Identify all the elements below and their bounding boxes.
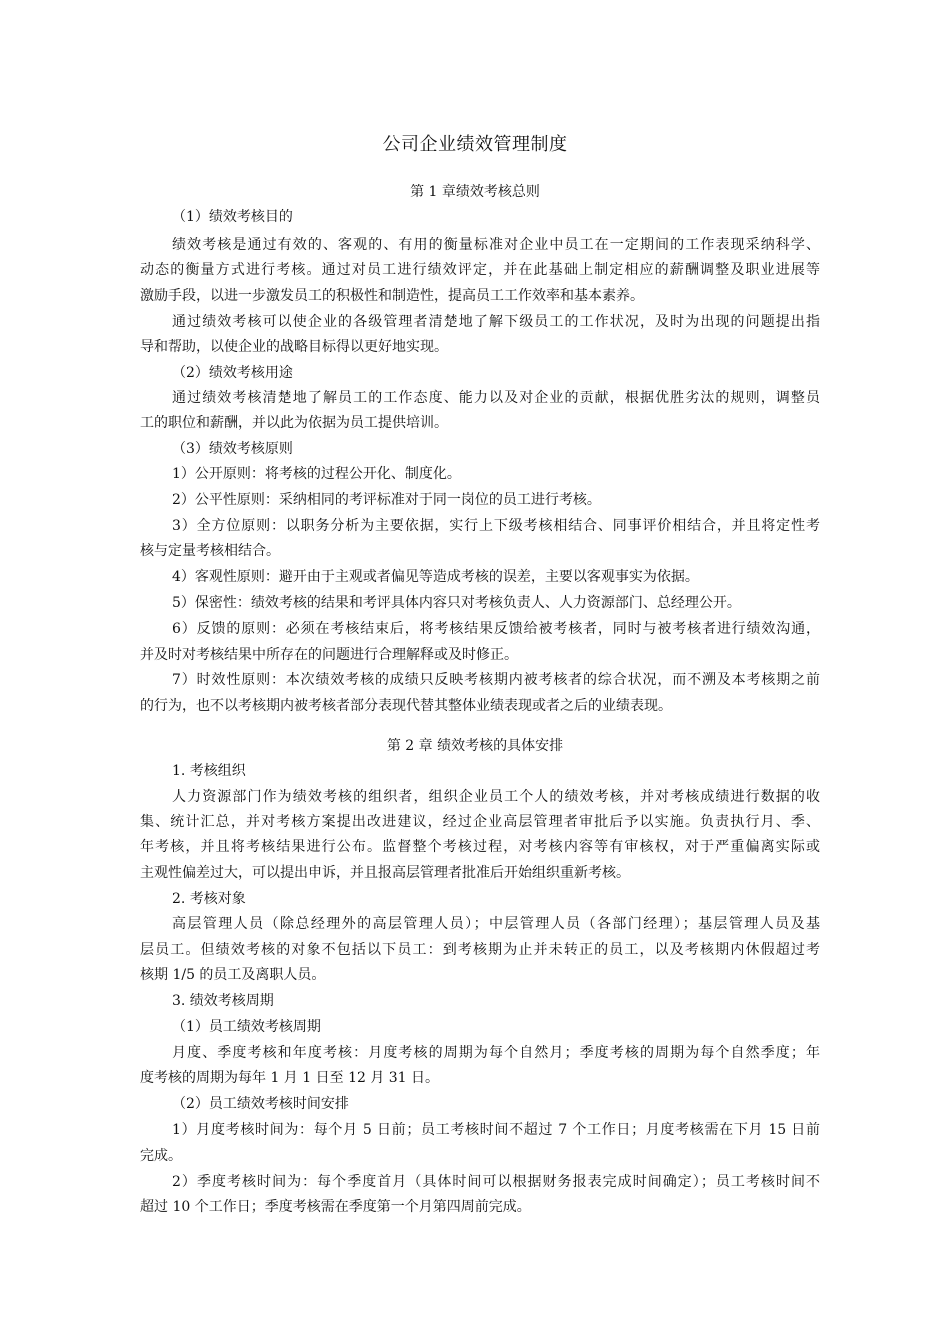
paragraph-line: 层员工。但绩效考核的对象不包括以下员工：到考核期为止并未转正的员工，以及考核期内休假超过考 bbox=[140, 942, 820, 958]
paragraph-line: 集、统计汇总，并对考核方案提出改进建议，经过企业高层管理者审批后予以实施。负责执行月、季、 bbox=[140, 814, 820, 830]
paragraph-line: 导和帮助，以使企业的战略目标得以更好地实现。 bbox=[140, 339, 448, 355]
principle-item: 1）公开原则：将考核的过程公开化、制度化。 bbox=[172, 466, 461, 482]
paragraph-line: 度考核的周期为每年 1 月 1 日至 12 月 31 日。 bbox=[140, 1070, 440, 1086]
paragraph-line: 动态的衡量方式进行考核。通过对员工进行绩效评定，并在此基础上制定相应的薪酬调整及职业进展等 bbox=[140, 262, 820, 278]
principle-item: 6）反馈的原则：必须在考核结束后，将考核结果反馈给被考核者，同时与被考核者进行绩效沟通， bbox=[172, 621, 820, 637]
paragraph-line: 超过 10 个工作日；季度考核需在季度第一个月第四周前完成。 bbox=[140, 1199, 531, 1215]
section-heading: （2）员工绩效考核时间安排 bbox=[172, 1096, 349, 1112]
paragraph-line: 绩效考核是通过有效的、客观的、有用的衡量标准对企业中员工在一定期间的工作表现采纳科学、 bbox=[172, 237, 820, 253]
paragraph-line: 通过绩效考核清楚地了解员工的工作态度、能力以及对企业的贡献，根据优胜劣汰的规则，调整员 bbox=[172, 390, 820, 406]
paragraph-line: 2）季度考核时间为：每个季度首月（具体时间可以根据财务报表完成时间确定）；员工考核时间不 bbox=[172, 1174, 820, 1190]
section-heading: 2. 考核对象 bbox=[172, 891, 246, 907]
paragraph-line: 月度、季度考核和年度考核：月度考核的周期为每个自然月；季度考核的周期为每个自然季度；年 bbox=[172, 1045, 820, 1061]
principle-item: 核与定量考核相结合。 bbox=[140, 543, 280, 559]
chapter-2-heading: 第 2 章 绩效考核的具体安排 bbox=[386, 738, 564, 754]
section-heading: 1. 考核组织 bbox=[172, 763, 246, 779]
principle-item: 的行为，也不以考核期内被考核者部分表现代替其整体业绩表现或者之后的业绩表现。 bbox=[140, 698, 672, 714]
principle-item: 2）公平性原则：采纳相同的考评标准对于同一岗位的员工进行考核。 bbox=[172, 492, 601, 508]
paragraph-line: 通过绩效考核可以使企业的各级管理者清楚地了解下级员工的工作状况，及时为出现的问题提出指 bbox=[172, 314, 820, 330]
paragraph-line: 人力资源部门作为绩效考核的组织者，组织企业员工个人的绩效考核，并对考核成绩进行数据的收 bbox=[172, 789, 820, 805]
paragraph-line: 年考核，并且将考核结果进行公布。监督整个考核过程，对考核内容等有审核权，对于严重偏离实际或 bbox=[140, 839, 820, 855]
paragraph-line: 高层管理人员（除总经理外的高层管理人员）；中层管理人员（各部门经理）；基层管理人员及基 bbox=[172, 916, 820, 932]
paragraph-line: 激励手段，以进一步激发员工的积极性和制造性，提高员工工作效率和基本素养。 bbox=[140, 288, 644, 304]
principle-item: 4）客观性原则：避开由于主观或者偏见等造成考核的误差，主要以客观事实为依据。 bbox=[172, 569, 699, 585]
paragraph-line: 完成。 bbox=[140, 1148, 182, 1164]
paragraph-line: 主观性偏差过大，可以提出申诉，并且报高层管理者批准后开始组织重新考核。 bbox=[140, 865, 630, 881]
principle-item: 并及时对考核结果中所存在的问题进行合理解释或及时修正。 bbox=[140, 647, 518, 663]
section-heading: （1）绩效考核目的 bbox=[172, 209, 293, 225]
paragraph-line: 核期 1/5 的员工及离职人员。 bbox=[140, 967, 326, 983]
document-title: 公司企业绩效管理制度 bbox=[382, 134, 568, 155]
section-heading: （2）绩效考核用途 bbox=[172, 365, 293, 381]
section-heading: （3）绩效考核原则 bbox=[172, 441, 293, 457]
paragraph-line: 工的职位和薪酬，并以此为依据为员工提供培训。 bbox=[140, 415, 448, 431]
principle-item: 3）全方位原则：以职务分析为主要依据，实行上下级考核相结合、同事评价相结合，并且将定性考 bbox=[172, 518, 820, 534]
section-heading: （1）员工绩效考核周期 bbox=[172, 1019, 321, 1035]
chapter-1-heading: 第 1 章绩效考核总则 bbox=[410, 184, 540, 200]
section-heading: 3. 绩效考核周期 bbox=[172, 993, 274, 1009]
paragraph-line: 1）月度考核时间为：每个月 5 日前；员工考核时间不超过 7 个工作日；月度考核需在下月 15 日前 bbox=[172, 1122, 820, 1138]
principle-item: 5）保密性：绩效考核的结果和考评具体内容只对考核负责人、人力资源部门、总经理公开。 bbox=[172, 595, 741, 611]
principle-item: 7）时效性原则：本次绩效考核的成绩只反映考核期内被考核者的综合状况，而不溯及本考核期之前 bbox=[172, 672, 820, 688]
